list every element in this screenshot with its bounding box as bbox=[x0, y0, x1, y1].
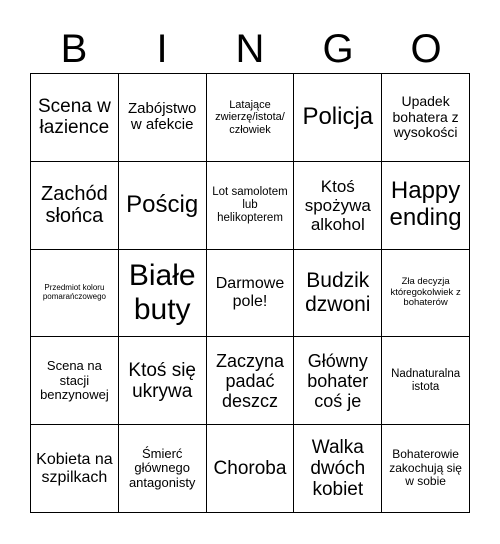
bingo-cell[interactable]: Scena na stacji benzynowej bbox=[31, 337, 119, 425]
bingo-cell[interactable]: Ktoś spożywa alkohol bbox=[294, 162, 382, 250]
bingo-cell[interactable]: Lot samolotem lub helikopterem bbox=[207, 162, 295, 250]
bingo-cell[interactable]: Happy ending bbox=[382, 162, 470, 250]
bingo-cell[interactable]: Latające zwierzę/istota/ człowiek bbox=[207, 74, 295, 162]
header-letter-n: N bbox=[235, 27, 265, 71]
bingo-cell[interactable]: Główny bohater coś je bbox=[294, 337, 382, 425]
bingo-cell[interactable]: Śmierć głównego antagonisty bbox=[119, 425, 207, 513]
bingo-cell[interactable]: Białe buty bbox=[119, 250, 207, 338]
bingo-cell[interactable]: Zachód słońca bbox=[31, 162, 119, 250]
bingo-cell[interactable]: Budzik dzwoni bbox=[294, 250, 382, 338]
bingo-cell[interactable]: Policja bbox=[294, 74, 382, 162]
bingo-cell[interactable]: Bohaterowie zakochują się w sobie bbox=[382, 425, 470, 513]
bingo-cell[interactable]: Nadnaturalna istota bbox=[382, 337, 470, 425]
free-space-cell[interactable]: Darmowe pole! bbox=[207, 250, 295, 338]
bingo-cell[interactable]: Kobieta na szpilkach bbox=[31, 425, 119, 513]
bingo-cell[interactable]: Walka dwóch kobiet bbox=[294, 425, 382, 513]
bingo-cell[interactable]: Zabójstwo w afekcie bbox=[119, 74, 207, 162]
header-letter-b: B bbox=[60, 27, 88, 71]
bingo-grid bbox=[30, 73, 470, 513]
bingo-cell[interactable]: Zaczyna padać deszcz bbox=[207, 337, 295, 425]
header-letter-o: O bbox=[410, 27, 442, 71]
bingo-cell[interactable]: Przedmiot koloru pomarańczowego bbox=[31, 250, 119, 338]
bingo-cell[interactable]: Scena w łazience bbox=[31, 74, 119, 162]
header-letter-g: G bbox=[322, 27, 354, 71]
header-letter-i: I bbox=[156, 27, 168, 71]
bingo-cell[interactable]: Zła decyzja któregokolwiek z bohaterów bbox=[382, 250, 470, 338]
bingo-cell[interactable]: Ktoś się ukrywa bbox=[119, 337, 207, 425]
bingo-cell[interactable]: Choroba bbox=[207, 425, 295, 513]
bingo-cell[interactable]: Upadek bohatera z wysokości bbox=[382, 74, 470, 162]
bingo-header bbox=[30, 24, 470, 74]
bingo-cell[interactable]: Pościg bbox=[119, 162, 207, 250]
